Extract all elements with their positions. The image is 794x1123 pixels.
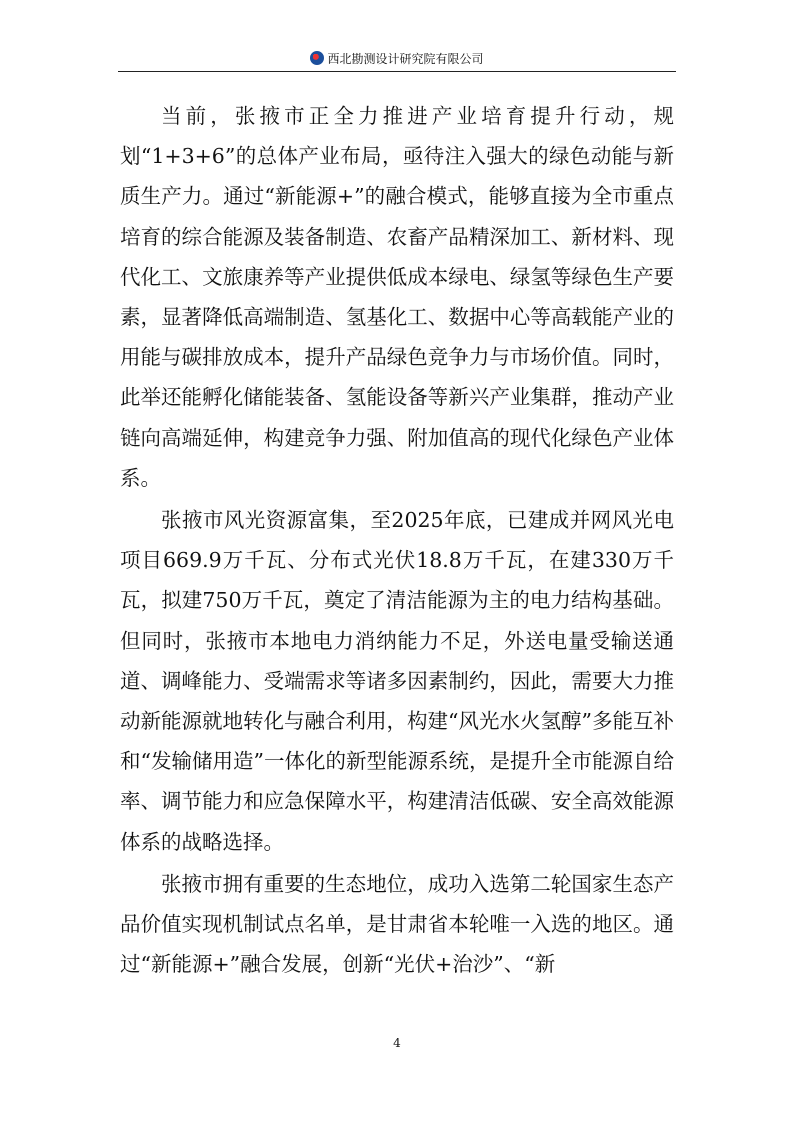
header-divider	[118, 71, 676, 72]
paragraph-energy: 张掖市风光资源富集，至2025年底，已建成并网风光电项目669.9万千瓦、分布式光伏18.8万千瓦，在建330万千瓦，拟建750万千瓦，奠定了清洁能源为主的电力结构基础。但同时，张掖市本地电力消纳能力不足，外送电量受输送通道、调峰能力、受端需求等诸多因素制约，因此，需要大力推动新能源就地转化与融合利用，构建“风光水火氢醇”多能互补和“发输储用造”一体化的新型能源系统，是提升全市能源自给率、调节能力和应急保障水平，构建清洁低碳、安全高效能源体系的战略选择。	[120, 508, 674, 854]
company-name: 西北勘测设计研究院有限公司	[327, 51, 484, 66]
page-header	[118, 46, 676, 70]
page-number: 4	[393, 1036, 401, 1050]
paragraph-ecology: 张掖市拥有重要的生态地位，成功入选第二轮国家生态产品价值实现机制试点名单，是甘肃省本轮唯一入选的地区。通过“新能源+”融合发展，创新“光伏+治沙”、“新	[120, 871, 674, 977]
paragraph-industry: 当前，张掖市正全力推进产业培育提升行动，规划“1+3+6”的总体产业布局，亟待注入强大的绿色动能与新质生产力。通过“新能源+”的融合模式，能够直接为全市重点培育的综合能源及装备制造、农畜产品精深加工、新材料、现代化工、文旅康养等产业提供低成本绿电、绿氢等绿色生产要素，显著降低高端制造、氢基化工、数据中心等高载能产业的用能与碳排放成本，提升产品绿色竞争力与市场价值。同时，此举还能孵化储能装备、氢能设备等新兴产业集群，推动产业链向高端延伸，构建竞争力强、附加值高的现代化绿色产业体系。	[120, 104, 674, 490]
document-body	[120, 96, 674, 986]
company-logo-icon	[310, 51, 324, 65]
